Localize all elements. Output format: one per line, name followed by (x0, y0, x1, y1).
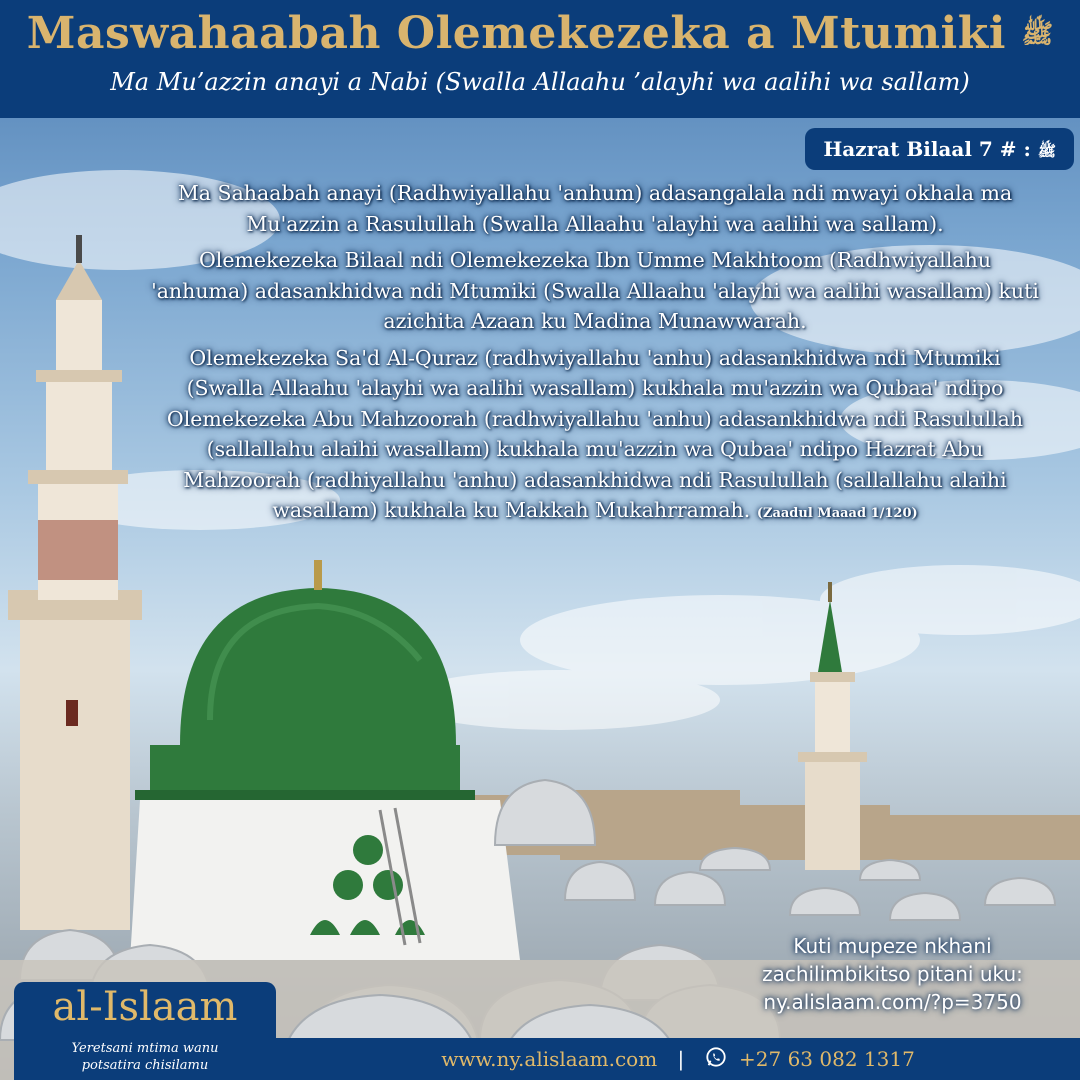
badge-number: : # 7 (978, 137, 1031, 161)
page-title (0, 8, 1080, 59)
paragraph-2: Olemekezeka Bilaal ndi Olemekezeka Ibn Umme Makhtoom (Radhwiyallahu 'anhuma) adasankhidwa ndi Mtumiki (Swalla Allaahu 'alayhi wa aalihi wasallam) kuti azichita Azaan ku Madina Munawwarah. (151, 248, 1039, 333)
logo-name: al-Islaam (52, 984, 238, 1030)
footer-website-link[interactable]: www.ny.alislaam.com (441, 1047, 658, 1071)
right-minaret (798, 582, 867, 870)
cta-url[interactable]: ny.alislaam.com/?p=3750 (763, 990, 1022, 1014)
footer-phone[interactable]: +27 63 082 1317 (739, 1047, 915, 1071)
paragraph-3 (150, 343, 1040, 530)
arabic-salutation-icon: ﷺ (1037, 142, 1056, 160)
footer-bar (276, 1038, 1080, 1080)
logo-tagline-2: potsatira chisilamu (81, 1058, 209, 1073)
header-bar (0, 0, 1080, 118)
cta-line-2: zachilimbikitso pitani uku: (762, 962, 1023, 986)
paragraph-3-text: Olemekezeka Sa'd Al-Quraz (radhwiyallahu 'anhu) adasankhidwa ndi Mtumiki (Swalla Allaahu 'alayhi wa aalihi wasallam) kukhala mu'azzin wa Qubaa' ndipo Olemekezeka Abu Mahzoorah (radhwiyallahu 'anhu) adasankhidwa ndi Rasulullah (sallallahu alaihi wasallam) kukhala mu'azzin wa Qubaa' ndipo Hazrat Abu Mahzoorah (radhiyallahu 'anhu) adasankhidwa ndi Rasulullah (sallallahu alaihi wasallam) kukhala ku Makkah Mukahrramah. (166, 345, 1024, 522)
cta-line-1: Kuti mupeze nkhani (793, 934, 992, 958)
footer-separator: | (677, 1047, 685, 1071)
article-body (150, 178, 1040, 536)
arabic-salutation-icon: ﷺ (1021, 19, 1054, 50)
call-to-action (720, 932, 1065, 1016)
footer-content (276, 1038, 1080, 1080)
series-badge (805, 128, 1074, 170)
green-dome-building (130, 560, 520, 960)
logo-tagline (14, 1040, 276, 1074)
brand-logo (14, 982, 276, 1080)
title-text: Maswahaabah Olemekezeka a Mtumiki (26, 8, 1006, 59)
badge-label: Hazrat Bilaal (823, 137, 972, 161)
whatsapp-icon (705, 1040, 727, 1080)
page-subtitle: Ma Mu’azzin anayi a Nabi (Swalla Allaahu ’alayhi wa aalihi wa sallam) (110, 68, 970, 96)
reference-citation: (Zaadul Maaad 1/120) (756, 506, 918, 521)
paragraph-1: Ma Sahaabah anayi (Radhwiyallahu 'anhum) adasangalala ndi mwayi okhala ma Mu'azzin a Rasulullah (Swalla Allaahu 'alayhi wa aalihi wa sallam). (177, 181, 1013, 236)
logo-tagline-1: Yeretsani mtima wanu (71, 1041, 219, 1056)
left-minaret (8, 235, 142, 930)
